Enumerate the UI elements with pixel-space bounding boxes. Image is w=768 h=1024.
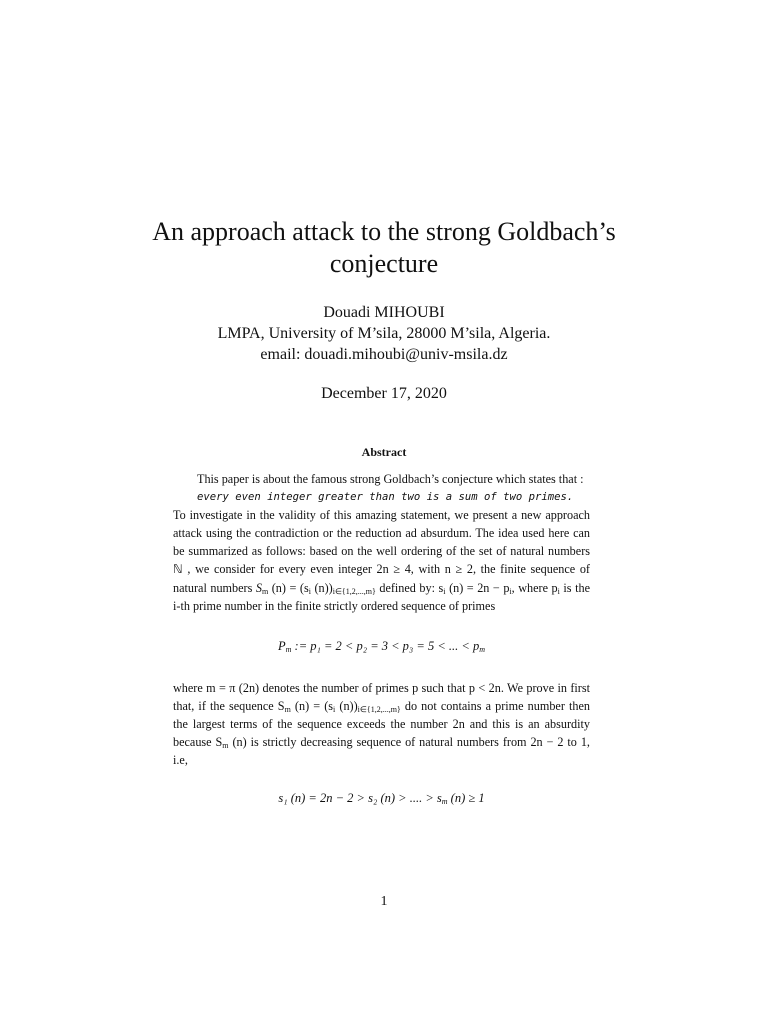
text-span: To investigate in the validity of this amazing statement, we present a new approach attack using the contradiction or the reduction ad absurdum. The idea used here can be summarized as follows: based on the well ordering of the set of natural numbers ℕ , we consider for every even integer 2n ≥ 4, with n ≥ 2, the finite sequence of natural numbers xyxy=(173,508,590,595)
text-span: (n) = (s xyxy=(268,580,309,595)
abstract-paragraph-3 xyxy=(173,679,590,769)
subscript: i∈{1,2,...,m} xyxy=(332,586,376,596)
abstract-body xyxy=(173,470,590,807)
page-number: 1 xyxy=(380,894,388,909)
subscript: i xyxy=(509,586,512,596)
text-span: do not contains a prime number then the largest terms of the sequence exceeds the number 2n and this is an absurdity because S xyxy=(173,698,590,750)
math-span: P xyxy=(277,638,286,653)
paper-title: An approach attack to the strong Goldbach’s conjecture xyxy=(152,217,616,278)
subscript: m xyxy=(222,741,229,751)
subscript: m xyxy=(441,797,448,807)
math-span: (n) ≥ 1 xyxy=(447,791,485,806)
author-email: email: douadi.mihoubi@univ-msila.dz xyxy=(260,346,508,363)
text-span: (n) = 2n − p xyxy=(445,580,510,595)
subscript: i xyxy=(557,586,560,596)
abstract-heading: Abstract xyxy=(361,445,407,459)
author-name: Douadi MIHOUBI xyxy=(323,304,445,321)
text-span: , where p xyxy=(511,580,558,595)
math-span: s₁ (n) = 2n − 2 > s₂ (n) > .... > s xyxy=(278,791,442,806)
text-span: where m = π (2n) denotes the number of primes p such that p < 2n. We prove in first that, if the sequence S xyxy=(173,680,590,713)
equation-primes xyxy=(173,637,590,655)
math-span: S xyxy=(255,580,262,595)
subscript: i∈{1,2,...,m} xyxy=(357,704,401,714)
abstract-statement: every even integer greater than two is a sum of two primes. xyxy=(197,491,574,504)
abstract-paragraph-2 xyxy=(173,506,590,615)
equation-sequence xyxy=(173,789,590,807)
text-span: (n)) xyxy=(335,698,358,713)
author-affiliation: LMPA, University of M’sila, 28000 M’sila, Algeria. xyxy=(217,325,551,342)
text-span: (n) is strictly decreasing sequence of natural numbers from 2n − 2 to 1, i.e, xyxy=(173,735,590,768)
subscript: i xyxy=(443,586,446,596)
paper-date: December 17, 2020 xyxy=(321,385,447,402)
math-span: := p₁ = 2 < p₂ = 3 < p₃ = 5 < ... < p xyxy=(291,638,480,653)
text-span: is the i-th prime number in the finite strictly ordered sequence of primes xyxy=(173,580,590,613)
subscript: m xyxy=(284,704,291,714)
text-span: defined by: s xyxy=(375,580,444,595)
subscript: m xyxy=(285,644,292,654)
abstract-paragraph-1: This paper is about the famous strong Goldbach’s conjecture which states that : xyxy=(197,472,584,486)
author-block xyxy=(100,302,668,365)
subscript: i xyxy=(333,704,336,714)
subscript: m xyxy=(479,644,485,654)
text-span: (n) = (s xyxy=(290,698,334,713)
subscript: m xyxy=(261,586,269,596)
subscript: i xyxy=(308,586,311,596)
text-span: (n)) xyxy=(310,580,333,595)
